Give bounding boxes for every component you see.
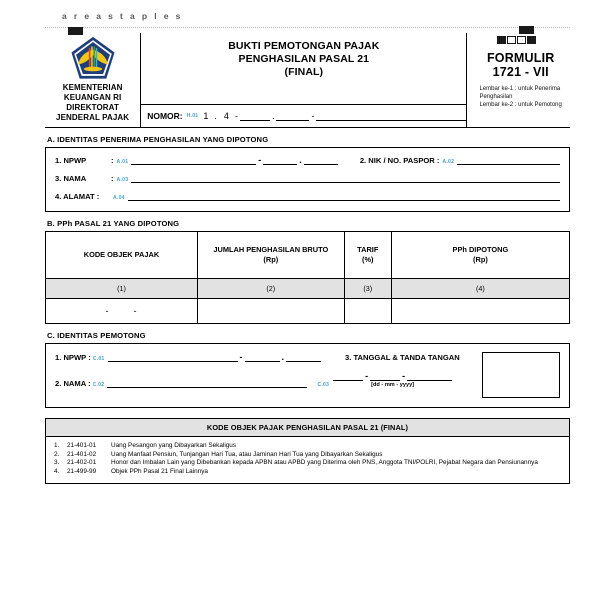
list-item [54,468,561,477]
nik-field-code: A.02 [442,159,455,165]
section-c-heading: C. IDENTITAS PEMOTONG [47,331,146,340]
nomor-dot-2: . [271,111,275,121]
tanggal-dash-2: - [402,371,406,381]
legend-item-number: 1. [54,442,60,449]
tanggal-month-input[interactable] [370,372,400,381]
legend-title: KODE OBJEK PAJAK PENGHASILAN PASAL 21 (FINAL) [46,419,569,437]
nama-witholder-code: C.02 [92,382,105,388]
cell-pph-dipotong[interactable] [391,299,569,324]
nomor-dash-1: - [234,111,238,121]
cell-tarif[interactable] [344,299,391,324]
column-header-pph-dipotong-text: PPh DIPOTONG [452,245,509,254]
npwp-field-code: A.01 [116,159,129,165]
kode-dash-1: - [105,306,110,316]
column-header-kode-objek-pajak [46,232,198,279]
npwp-input-segment-1[interactable] [131,156,256,165]
alamat-input[interactable] [128,192,560,201]
ministry-block [45,33,141,127]
nomor-row [141,105,467,127]
column-header-tarif [344,232,391,279]
tanggal-field-code: C.03 [317,382,330,388]
tanggal-dash-1: - [365,371,369,381]
nama-row-recipient [55,174,560,183]
nomor-input-segment-1[interactable] [240,111,270,121]
column-header-jumlah-bruto-sub: (Rp) [263,255,279,264]
column-number-2: (2) [197,279,344,299]
nomor-input-segment-3[interactable] [316,111,466,121]
npwp-input-segment-2[interactable] [263,156,297,165]
nomor-input-segment-2[interactable] [276,111,309,121]
kode-dash-2: - [133,306,138,316]
tanggal-tanda-tangan-label: 3. TANGGAL & TANDA TANGAN [345,353,460,362]
tanggal-day-input[interactable] [333,372,363,381]
legend-item-code: 21-401-02 [67,450,97,458]
ministry-name [45,83,140,127]
npwp-witholder-dot-1: . [281,352,285,362]
list-item [54,442,561,451]
copy-note-2: Lembar ke-2 : untuk Pemotong [479,102,562,108]
nik-label: 2. NIK / NO. PASPOR : [359,156,440,165]
table-row [46,299,570,324]
alamat-field-code: A.04 [113,195,125,201]
npwp-label-witholder: 1. NPWP : [55,353,91,362]
column-header-jumlah-bruto-text: JUMLAH PENGHASILAN BRUTO [213,245,329,254]
npwp-row-recipient [55,155,560,165]
alamat-row-recipient [55,192,560,201]
nomor-field-code: H.01 [186,113,199,119]
nama-witholder-input[interactable] [107,379,307,388]
form-title-line-3: (FINAL) [284,66,324,78]
nama-input[interactable] [131,174,560,183]
legend-item-number: 4. [54,467,60,475]
legend-item-code: 21-402-01 [67,459,97,467]
npwp-witholder-segment-3[interactable] [286,353,321,362]
legend-item-text: Uang Manfaat Pensiun, Tunjangan Hari Tua, atau Jaminan Hari Tua yang Dibayarkan Sekaligus [111,450,383,458]
column-number-1: (1) [46,279,198,299]
nama-field-code: A.03 [116,177,129,183]
npwp-witholder-segment-2[interactable] [245,353,280,362]
npwp-colon: : [111,156,114,165]
form-title-line-2: PENGHASILAN PASAL 21 [238,53,370,65]
legend-item-number: 2. [54,450,60,458]
legend-item-text: Honor dan Imbalan Lain yang Dibebankan kepada APBN atau APBD yang Diterima oleh PNS, Anggota TNI/POLRI, Pejabat Negara dan Pensiunannya [111,459,538,467]
tax-form-sheet [45,33,570,484]
npwp-dot-1: . [299,155,302,165]
alamat-label: 4. ALAMAT : [55,192,100,201]
ministry-of-finance-logo-icon [70,36,116,80]
list-item [54,459,561,468]
legend-item-text: Objek PPh Pasal 21 Final Lainnya [111,467,208,475]
staple-area [0,0,610,26]
column-header-pph-dipotong-sub: (Rp) [473,255,488,264]
npwp-witholder-segment-1[interactable] [108,353,238,362]
nik-input[interactable] [457,156,560,165]
column-number-3: (3) [344,279,391,299]
column-header-tarif-text: TARIF [357,245,379,254]
cell-kode-objek-pajak[interactable] [46,299,198,324]
form-title-line-1: BUKTI PEMOTONGAN PAJAK [228,40,380,52]
section-a-box [45,147,570,212]
column-header-jumlah-bruto [197,232,344,279]
npwp-witholder-dash-1: - [239,352,243,362]
nama-colon: : [111,174,114,183]
signature-box[interactable] [482,352,560,398]
npwp-label: 1. NPWP [55,156,87,165]
nama-row-witholder [55,371,482,388]
header-center [141,33,467,127]
column-header-kode-objek-pajak-text: KODE OBJEK PAJAK [83,250,160,259]
column-header-tarif-sub: (%) [362,255,374,264]
date-format-hint: [dd - mm - yyyy] [371,382,415,388]
copy-note-1: Lembar ke-1 : untuk Penerima Penghasilan [479,86,561,100]
section-c-box [45,343,570,408]
legend-item-code: 21-401-01 [67,442,97,449]
staple-dotted-line [45,27,570,28]
cell-jumlah-bruto[interactable] [197,299,344,324]
ministry-line-2: DIREKTORAT JENDERAL PAJAK [56,103,130,122]
form-number-label: FORMULIR 1721 - VII [486,51,555,79]
nomor-dot-1: . [214,111,217,121]
npwp-dash-1: - [258,155,262,165]
form-header [45,33,570,128]
nomor-prefix-1: 1 [203,111,211,121]
header-right [467,33,570,127]
staple-area-label: a r e a s t a p l e s [62,11,183,21]
npwp-input-segment-3[interactable] [304,156,338,165]
npwp-row-witholder [55,352,482,362]
legend-item-code: 21-499-99 [67,467,97,475]
legend-body [46,437,569,483]
list-item [54,451,561,460]
nama-label: 3. NAMA [55,174,87,183]
table-header-row [46,232,570,279]
npwp-witholder-code: C.01 [92,356,105,362]
legend-item-text: Uang Pesangon yang Dibayarkan Sekaligus [111,442,237,449]
nomor-dash-2: - [311,111,315,121]
tanggal-year-input[interactable] [407,372,452,381]
section-a-heading: A. IDENTITAS PENERIMA PENGHASILAN YANG DIPOTONG [47,135,269,144]
nama-label-witholder: 2. NAMA : [55,379,91,388]
legend-item-number: 3. [54,459,60,467]
nomor-prefix-2: 4 [223,111,231,121]
column-header-pph-dipotong [391,232,569,279]
tax-object-code-legend [45,418,570,484]
column-number-4: (4) [391,279,569,299]
nomor-label: NOMOR: [147,111,183,121]
ministry-line-1: KEMENTERIAN KEUANGAN RI [62,83,123,102]
section-b-heading: B. PPh PASAL 21 YANG DIPOTONG [47,219,180,228]
form-title [141,33,467,105]
tax-deduction-table [45,231,570,324]
table-column-number-row [46,279,570,299]
